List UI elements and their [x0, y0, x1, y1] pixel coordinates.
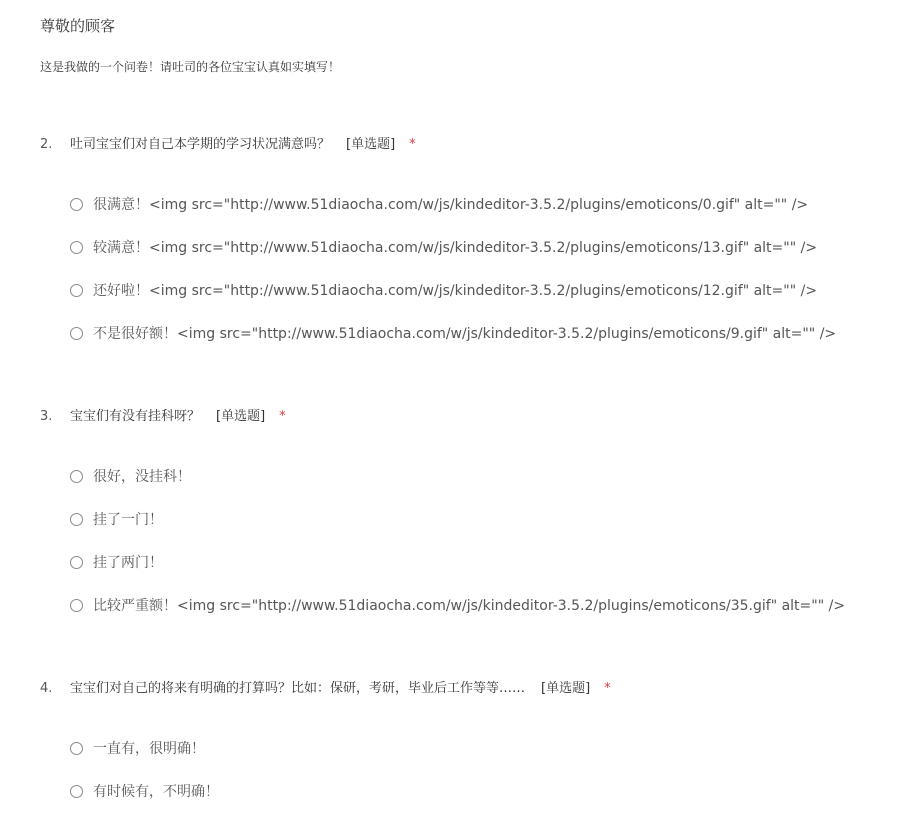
radio-button[interactable]	[70, 198, 83, 211]
option-failed-one[interactable]	[70, 510, 845, 553]
radio-button[interactable]	[70, 785, 83, 798]
option-label: 挂了两门！	[93, 555, 163, 571]
question-title	[40, 135, 890, 155]
option-very-satisfied[interactable]	[70, 195, 836, 238]
question-text: 宝宝们有没有挂科呀？	[70, 409, 201, 424]
option-not-good[interactable]	[70, 324, 836, 367]
option-serious[interactable]	[70, 596, 845, 639]
radio-button[interactable]	[70, 470, 83, 483]
question-number: 3.	[40, 409, 53, 424]
radio-button[interactable]	[70, 599, 83, 612]
question-text: 吐司宝宝们对自己本学期的学习状况满意吗？	[70, 137, 331, 152]
question-type-label: [单选题]	[346, 137, 396, 152]
option-list	[70, 467, 845, 639]
option-list	[70, 195, 836, 367]
option-okay[interactable]	[70, 281, 836, 324]
option-label: 一直有，很明确！	[93, 741, 205, 757]
option-label: 有时候有，不明确！	[93, 784, 219, 800]
radio-button[interactable]	[70, 284, 83, 297]
question-2	[40, 135, 890, 342]
question-type-label: [单选题]	[541, 681, 591, 696]
radio-button[interactable]	[70, 327, 83, 340]
required-marker: *	[604, 681, 611, 696]
radio-button[interactable]	[70, 742, 83, 755]
option-no-fail[interactable]	[70, 467, 845, 510]
option-always-clear[interactable]	[70, 739, 219, 782]
option-label: 不是很好额！<img src="http://www.51diaocha.com/w/js/kindeditor-3.5.2/plugins/emoticons/9.gif" alt="" />	[93, 326, 837, 342]
option-sometimes-unclear[interactable]	[70, 782, 219, 825]
option-list	[70, 739, 219, 825]
option-label: 挂了一门！	[93, 512, 163, 528]
option-label: 还好啦！<img src="http://www.51diaocha.com/w/js/kindeditor-3.5.2/plugins/emoticons/12.gif" alt="" />	[93, 283, 818, 299]
question-text: 宝宝们对自己的将来有明确的打算吗？比如：保研，考研，毕业后工作等等……	[70, 681, 526, 696]
greeting-heading: 尊敬的顾客	[40, 17, 116, 35]
question-3	[40, 407, 890, 614]
option-label: 很好，没挂科！	[93, 469, 191, 485]
question-number: 2.	[40, 137, 53, 152]
required-marker: *	[409, 137, 416, 152]
option-fairly-satisfied[interactable]	[70, 238, 836, 281]
question-number: 4.	[40, 681, 53, 696]
survey-intro: 这是我做的一个问卷！请吐司的各位宝宝认真如实填写！	[40, 60, 341, 74]
question-title	[40, 407, 890, 427]
question-title	[40, 679, 890, 699]
option-failed-two[interactable]	[70, 553, 845, 596]
question-type-label: [单选题]	[216, 409, 266, 424]
option-label: 较满意！<img src="http://www.51diaocha.com/w/js/kindeditor-3.5.2/plugins/emoticons/13.gif" alt="" />	[93, 240, 818, 256]
option-label: 很满意！<img src="http://www.51diaocha.com/w/js/kindeditor-3.5.2/plugins/emoticons/0.gif" alt="" />	[93, 197, 809, 213]
radio-button[interactable]	[70, 556, 83, 569]
option-label: 比较严重额！<img src="http://www.51diaocha.com/w/js/kindeditor-3.5.2/plugins/emoticons/35.gif" alt="" />	[93, 598, 846, 614]
radio-button[interactable]	[70, 241, 83, 254]
question-4	[40, 679, 890, 800]
radio-button[interactable]	[70, 513, 83, 526]
required-marker: *	[279, 409, 286, 424]
